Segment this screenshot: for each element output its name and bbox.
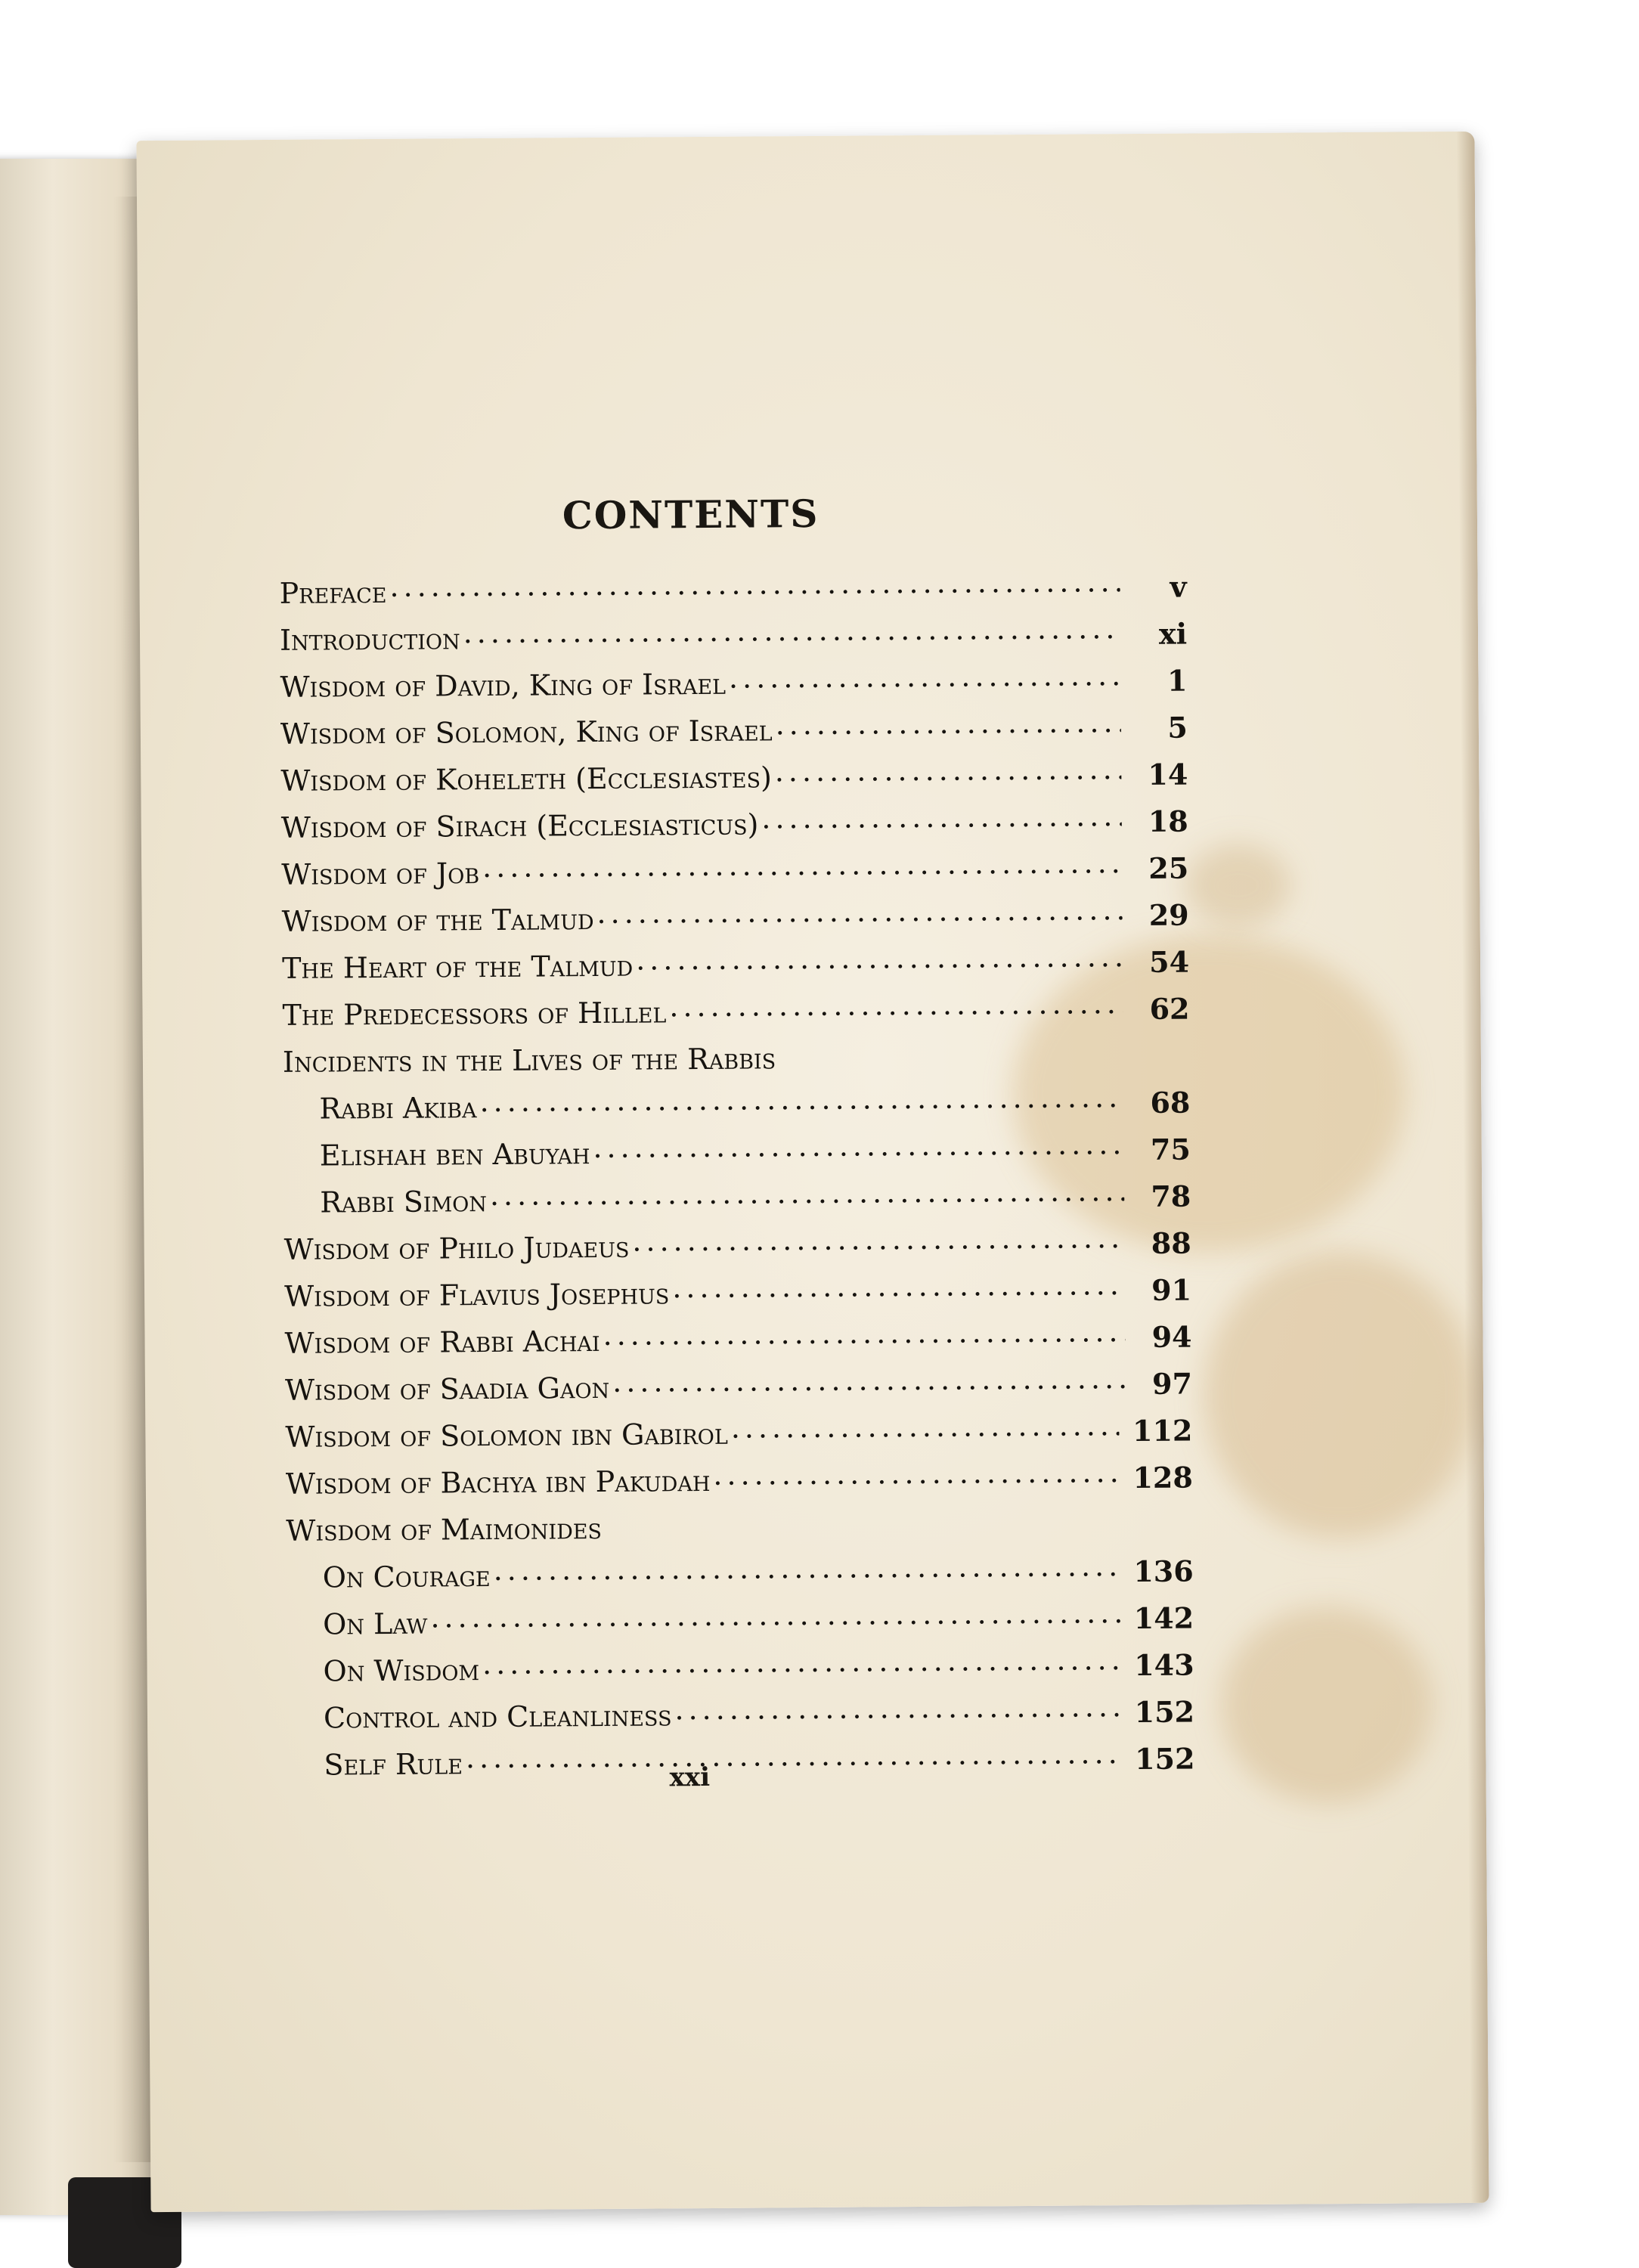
dot-leader — [729, 658, 1121, 695]
dot-leader — [779, 1067, 1123, 1069]
entry-page: v — [1170, 569, 1187, 604]
water-stain — [1220, 1606, 1433, 1804]
toc-entry — [280, 745, 1188, 798]
dot-leader — [761, 799, 1122, 835]
dot-leader — [674, 1690, 1120, 1726]
entry-page: 91 — [1151, 1272, 1192, 1307]
entry-title: Wisdom of Rabbi Achai — [284, 1324, 600, 1360]
dot-leader — [479, 1080, 1123, 1118]
entry-page: 152 — [1134, 1741, 1195, 1777]
dot-leader — [612, 1362, 1126, 1399]
entry-page: 29 — [1148, 897, 1189, 932]
dot-leader — [490, 1174, 1125, 1212]
entry-page: 97 — [1151, 1366, 1193, 1401]
entry-title: On Law — [323, 1606, 428, 1641]
entry-title: Wisdom of Flavius Josephus — [283, 1277, 670, 1313]
toc-entry — [281, 792, 1188, 844]
entry-page: 143 — [1134, 1647, 1194, 1683]
toc-entry — [284, 1307, 1191, 1360]
entry-title: Preface — [279, 575, 387, 610]
page-number: xxi — [669, 1761, 711, 1793]
entry-title: Wisdom of the Talmud — [281, 903, 594, 938]
entry-page: 88 — [1151, 1225, 1191, 1260]
entry-title: On Courage — [322, 1559, 491, 1594]
entry-page: 152 — [1134, 1694, 1195, 1730]
toc-subentry — [283, 1073, 1190, 1126]
toc-subentry — [286, 1541, 1193, 1594]
entry-page: 142 — [1133, 1600, 1194, 1636]
entry-page: 5 — [1167, 710, 1188, 745]
dot-leader — [731, 1408, 1120, 1445]
entry-title: Wisdom of Solomon ibn Gabirol — [285, 1417, 728, 1454]
entry-title: The Predecessors of Hillel — [282, 996, 667, 1032]
dot-leader — [669, 987, 1123, 1023]
entry-title: Wisdom of Job — [281, 857, 480, 891]
dot-leader — [775, 705, 1121, 741]
dot-leader — [430, 1596, 1120, 1634]
entry-page: 68 — [1150, 1085, 1191, 1120]
contents-page — [136, 132, 1489, 2212]
dot-leader — [482, 1643, 1120, 1681]
entry-title: Wisdom of Maimonides — [286, 1511, 603, 1548]
entry-title: Wisdom of Philo Judaeus — [283, 1230, 630, 1266]
dot-leader — [482, 846, 1122, 884]
entry-title: Control and Cleanliness — [323, 1699, 672, 1735]
toc-entry — [284, 1260, 1191, 1313]
toc-entry — [283, 1213, 1191, 1266]
toc-entry — [280, 698, 1188, 751]
toc-entry — [281, 838, 1188, 891]
entry-title: Introduction — [279, 622, 460, 657]
entry-page: 18 — [1148, 804, 1188, 838]
toc-entry — [282, 979, 1189, 1032]
entry-page: 1 — [1167, 663, 1188, 698]
toc-entry — [282, 932, 1189, 985]
toc-entry — [285, 1401, 1192, 1454]
toc-subentry — [287, 1681, 1194, 1734]
toc-entry — [286, 1448, 1193, 1501]
toc-subentry — [287, 1728, 1194, 1781]
entry-page: 128 — [1132, 1460, 1193, 1495]
entry-page: 54 — [1149, 944, 1190, 979]
dot-leader — [605, 1535, 1126, 1539]
water-stain — [1203, 1250, 1477, 1540]
entry-page: 25 — [1148, 850, 1189, 885]
entry-title: Self Rule — [324, 1747, 463, 1782]
toc-entry — [281, 885, 1188, 938]
dot-leader — [463, 612, 1120, 649]
dot-leader — [672, 1268, 1125, 1304]
entry-page: 112 — [1132, 1413, 1193, 1448]
entry-title: Wisdom of Koheleth (Ecclesiastes) — [280, 761, 772, 798]
toc-section-heading — [286, 1494, 1193, 1547]
entry-title: Elishah ben Abuyah — [319, 1137, 590, 1173]
entry-title: Wisdom of David, King of Israel — [280, 667, 727, 704]
entry-title: Incidents in the Lives of the Rabbis — [282, 1042, 776, 1079]
toc-entry — [285, 1354, 1192, 1407]
page-title: CONTENTS — [562, 491, 820, 538]
toc-subentry — [283, 1120, 1191, 1173]
entry-title: Rabbi Akiba — [319, 1091, 477, 1126]
entry-page: 62 — [1149, 991, 1190, 1026]
dot-leader — [466, 1737, 1121, 1774]
dot-leader — [713, 1455, 1119, 1492]
dot-leader — [596, 893, 1122, 930]
toc-subentry — [283, 1167, 1191, 1219]
entry-title: Wisdom of Saadia Gaon — [284, 1371, 610, 1407]
entry-page: 94 — [1151, 1319, 1192, 1354]
table-of-contents — [279, 557, 1194, 1782]
entry-title: Wisdom of Sirach (Ecclesiasticus) — [280, 807, 759, 844]
entry-title: The Heart of the Talmud — [281, 949, 634, 985]
entry-page: xi — [1158, 616, 1188, 651]
entry-page: 136 — [1133, 1554, 1194, 1589]
dot-leader — [603, 1315, 1125, 1352]
dot-leader — [493, 1549, 1120, 1587]
toc-section-heading — [283, 1026, 1190, 1079]
dot-leader — [632, 1221, 1125, 1258]
entry-page: 14 — [1148, 757, 1188, 792]
toc-entry — [280, 651, 1187, 704]
entry-title: Wisdom of Bachya ibn Pakudah — [285, 1464, 711, 1501]
entry-title: On Wisdom — [323, 1653, 480, 1688]
toc-subentry — [287, 1634, 1194, 1687]
dot-leader — [593, 1127, 1124, 1164]
dot-leader — [636, 940, 1123, 976]
dot-leader — [775, 752, 1122, 788]
dot-leader — [389, 565, 1120, 603]
entry-page: 75 — [1150, 1132, 1191, 1167]
entry-title: Wisdom of Solomon, King of Israel — [280, 714, 773, 751]
toc-subentry — [287, 1588, 1194, 1641]
entry-title: Rabbi Simon — [320, 1185, 488, 1219]
toc-entry — [279, 557, 1186, 610]
water-stain — [1185, 844, 1291, 928]
page-edge — [1456, 132, 1489, 2203]
toc-entry — [280, 604, 1187, 657]
entry-page: 78 — [1151, 1179, 1191, 1213]
